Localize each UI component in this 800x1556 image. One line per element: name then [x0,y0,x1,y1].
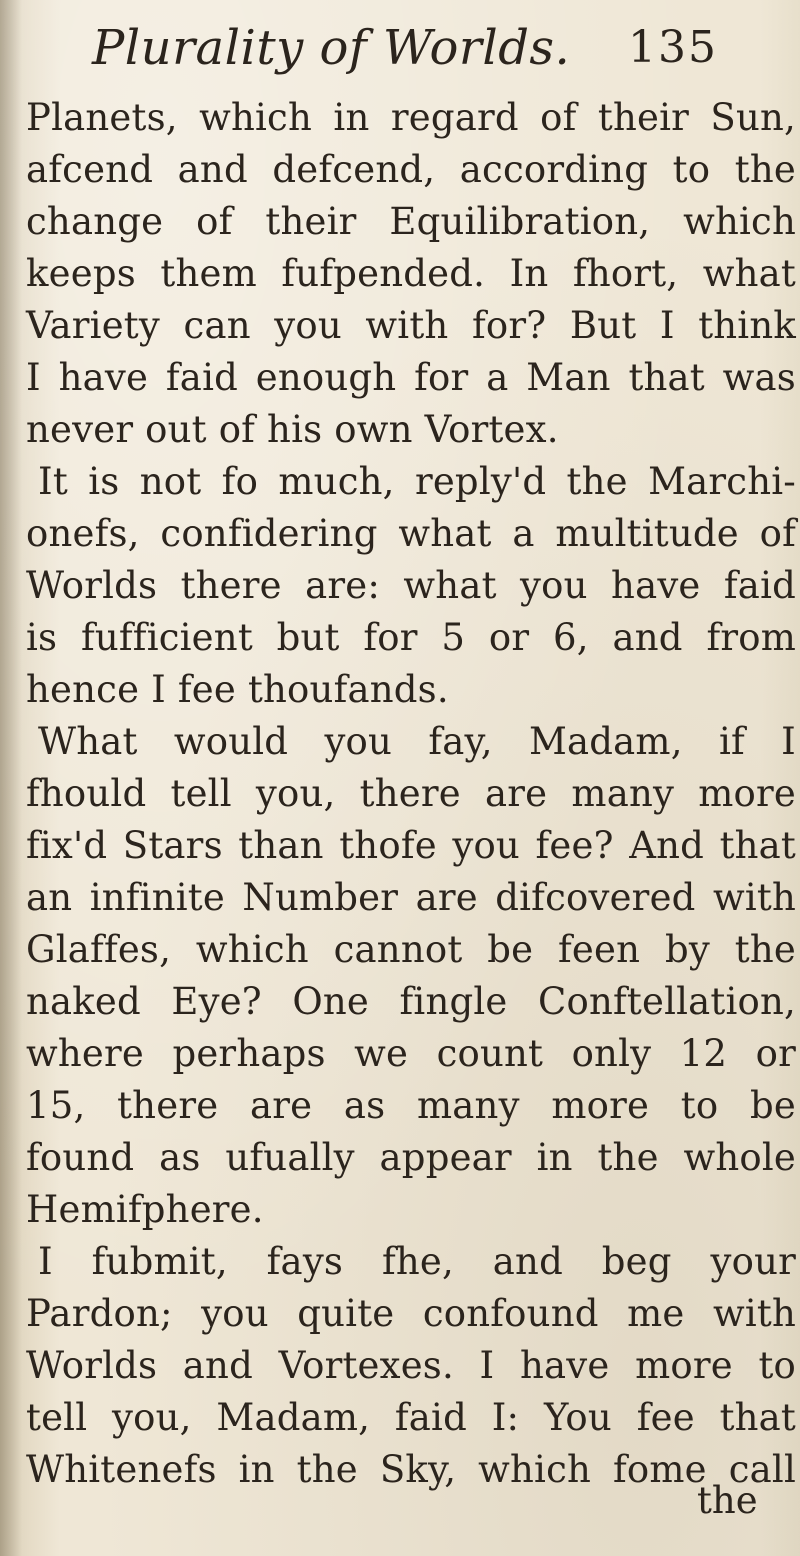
text-line: never out of his own Vortex. [26,408,559,451]
text-line: Pardon; you quite confound me with [26,1292,796,1335]
page-header [0,8,800,88]
text-line: where perhaps we count only 12 or [26,1032,796,1075]
page-number: 135 [628,22,718,73]
text-line: onefs, confidering what a multitude of [26,512,796,555]
text-line: I have faid enough for a Man that was [26,356,796,399]
text-line: change of their Equilibration, which [26,200,796,243]
text-line: Planets, which in regard of their Sun, [26,96,796,139]
text-line: Variety can you with for? But I think [26,304,796,347]
text-line: keeps them fufpended. In fhort, what [26,252,796,295]
text-line: What would you fay, Madam, if I [38,720,796,763]
text-line: Worlds and Vortexes. I have more to [26,1344,796,1387]
text-line: 15, there are as many more to be [26,1084,796,1127]
text-line: is fufficient but for 5 or 6, and from [26,616,796,659]
text-line: It is not fo much, reply'd the Marchi- [38,460,796,503]
text-line: tell you, Madam, faid I: You fee that [26,1396,796,1439]
text-line: naked Eye? One fingle Conftellation, [26,980,796,1023]
text-line: afcend and defcend, according to the [26,148,796,191]
text-line: I fubmit, fays fhe, and beg your [38,1240,796,1283]
text-line: Hemifphere. [26,1188,264,1231]
text-line: fhould tell you, there are many more [26,772,796,815]
text-line: found as ufually appear in the whole [26,1136,796,1179]
text-line: Whitenefs in the Sky, which fome call [26,1448,796,1491]
text-line: an infinite Number are difcovered with [26,876,796,919]
running-title: Plurality of Worlds. [92,20,571,76]
text-line: Glaffes, which cannot be feen by the [26,928,796,971]
catchword: the [697,1479,758,1522]
body-text [26,92,796,1496]
text-line: hence I fee thoufands. [26,668,449,711]
text-line: fix'd Stars than thofe you fee? And that [26,824,796,867]
text-line: Worlds there are: what you have faid [26,564,796,607]
